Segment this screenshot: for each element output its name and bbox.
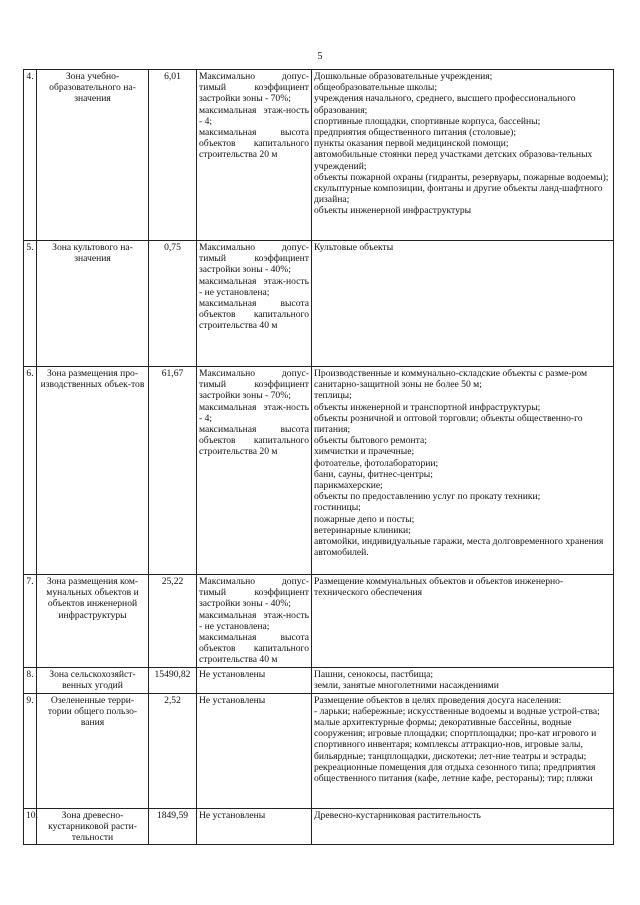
parameter-line: максимальная этаж-ность - 4; <box>199 401 309 424</box>
row-number-cell: 9. <box>24 693 37 808</box>
permitted-use-line: Размещение объектов в целях проведения досуга населения: <box>314 694 562 706</box>
parameter-line: Максимально допус-тимый коэффициент застройки зоны - 70%; <box>199 71 309 105</box>
permitted-use-line: общеобразовательные школы; <box>314 82 437 94</box>
zones-table <box>23 69 614 845</box>
zone-name-cell: Зона древесно-кустарниковой расти-тельности <box>37 808 149 845</box>
permitted-use-line: теплицы; <box>314 390 352 402</box>
parameter-line: Не установлены <box>199 809 266 821</box>
parameter-line: максимальная высота объектов капитального строительства 40 м <box>199 632 309 666</box>
parameter-line: максимальная высота объектов капитального строительства 40 м <box>199 298 309 332</box>
zone-area-cell: 0,75 <box>149 241 197 367</box>
zone-parameters-cell <box>197 693 312 808</box>
zone-area-cell: 15490,82 <box>149 667 197 693</box>
zones-table-body <box>24 70 614 845</box>
zone-parameters-cell <box>197 367 312 575</box>
permitted-use-line: парикмахерские; <box>314 480 383 492</box>
permitted-use-line: объекты пожарной охраны (гидранты, резервуары, пожарные водоемы); <box>314 171 609 183</box>
table-row <box>24 575 614 668</box>
parameter-line: максимальная этаж-ность - не установлена; <box>199 275 309 298</box>
table-row <box>24 667 614 693</box>
permitted-use-line: автомобильные стоянки перед участками детских образова-тельных учреждений; <box>314 149 593 172</box>
permitted-use-line: пожарные депо и посты; <box>314 513 415 525</box>
parameter-line: максимальная высота объектов капитального строительства 20 м <box>199 127 309 161</box>
permitted-uses-cell <box>312 808 614 845</box>
permitted-uses-cell <box>312 667 614 693</box>
zone-parameters-cell <box>197 808 312 845</box>
permitted-use-line: Размещение коммунальных объектов и объектов инженерно-технического обеспечения <box>314 576 564 599</box>
permitted-use-line: Производственные и коммунально-складские объекты с разме-ром санитарно-защитной зоны не более 50 м; <box>314 368 588 391</box>
parameter-line: максимальная этаж-ность - не установлена; <box>199 609 309 632</box>
row-number-cell: 6. <box>24 367 37 575</box>
permitted-use-line: гостиницы; <box>314 502 361 514</box>
parameter-line: максимальная этаж-ность - 4; <box>199 104 309 127</box>
row-number-cell: 8. <box>24 667 37 693</box>
zone-parameters-cell <box>197 575 312 668</box>
permitted-use-line: Дошкольные образовательные учреждения; <box>314 71 493 82</box>
permitted-use-line: объекты по предоставлению услуг по прокату техники; <box>314 491 541 503</box>
permitted-uses-cell <box>312 70 614 241</box>
permitted-use-line: Пашни, сенокосы, пастбища; <box>314 668 434 680</box>
permitted-use-line: объекты инженерной инфраструктуры <box>314 205 472 217</box>
table-row <box>24 808 614 845</box>
permitted-use-line: химчистки и прачечные; <box>314 446 415 458</box>
parameter-line: Не установлены <box>199 668 266 680</box>
permitted-use-line: фотоателье, фотолаборатории; <box>314 457 439 469</box>
permitted-uses-cell <box>312 367 614 575</box>
permitted-use-line: спортивные площадки, спортивные корпуса, бассейны; <box>314 115 541 127</box>
zone-name-cell: Озелененные терри-тории общего пользо-вания <box>37 693 149 808</box>
table-row <box>24 693 614 808</box>
zone-area-cell: 25,22 <box>149 575 197 668</box>
zone-name-cell: Зона сельскохозяйст-венных угодий <box>37 667 149 693</box>
page-number: 5 <box>317 51 323 62</box>
permitted-use-line: объекты инженерной и транспортной инфраструктуры; <box>314 401 541 413</box>
row-number-cell: 7. <box>24 575 37 668</box>
permitted-uses-cell <box>312 241 614 367</box>
permitted-use-line: скульптурные композиции, фонтаны и другие объекты ланд-шафтного дизайна; <box>314 183 603 206</box>
permitted-use-line: пункты оказания первой медицинской помощи; <box>314 138 509 150</box>
permitted-use-line: предприятия общественного питания (столовые); <box>314 127 517 139</box>
zone-area-cell: 2,52 <box>149 693 197 808</box>
row-number-cell: 10. <box>24 808 37 845</box>
parameter-line: Максимально допус-тимый коэффициент застройки зоны - 70%; <box>199 368 309 402</box>
permitted-use-line: земли, занятые многолетними насаждениями <box>314 679 499 691</box>
table-row <box>24 241 614 367</box>
permitted-use-line: автомойки, индивидуальные гаражи, места долговременного хранения автомобилей. <box>314 536 604 559</box>
parameter-line: Максимально допус-тимый коэффициент застройки зоны - 40%; <box>199 242 309 276</box>
zone-name-cell: Зона размещения ком-мунальных объектов и объектов инженерной инфраструктуры <box>37 575 149 668</box>
zone-name-cell: Зона учебно-образовательного на-значения <box>37 70 149 241</box>
table-row <box>24 70 614 241</box>
permitted-use-line: объекты розничной и оптовой торговли; объекты общественно-го питания; <box>314 412 583 436</box>
table-row <box>24 367 614 575</box>
parameter-line: Максимально допус-тимый коэффициент застройки зоны - 40%; <box>199 576 309 610</box>
permitted-use-line: учреждения начального, среднего, высшего профессионального образования; <box>314 93 576 116</box>
permitted-use-line: - ларьки; набережные; искусственные водоемы и водные устрой-ства; малые архитектурные формы; декоративные бассейны, водные сооружения; игровые площадки; спортплощадки; про-кат игрового и спортивного инвентаря; комплексы аттракцио-нов, игровые залы, бильярдные; танцплощадки, дискотеки; лет-ние театры и эстрады; рекреационные помещения для отдыха сезонного типа; предприятия общественного питания (кафе, летние кафе, рестораны); тир; пляжи <box>314 705 600 785</box>
row-number-cell: 5. <box>24 241 37 367</box>
zone-parameters-cell <box>197 667 312 693</box>
permitted-use-line: Древесно-кустарниковая растительность <box>314 809 481 821</box>
permitted-use-line: Культовые объекты <box>314 242 394 253</box>
zone-parameters-cell <box>197 70 312 241</box>
permitted-use-line: ветеринарные клиники; <box>314 524 411 536</box>
row-number-cell: 4. <box>24 70 37 241</box>
zone-area-cell: 61,67 <box>149 367 197 575</box>
zone-name-cell: Зона культового на-значения <box>37 241 149 367</box>
parameter-line: Не установлены <box>199 694 266 706</box>
permitted-uses-cell <box>312 575 614 668</box>
zone-name-cell: Зона размещения про-изводственных объек-тов <box>37 367 149 575</box>
permitted-uses-cell <box>312 693 614 808</box>
permitted-use-line: объекты бытового ремонта; <box>314 435 427 447</box>
zone-parameters-cell <box>197 241 312 367</box>
permitted-use-line: бани, сауны, фитнес-центры; <box>314 468 433 480</box>
parameter-line: максимальная высота объектов капитального строительства 20 м <box>199 424 309 458</box>
zone-area-cell: 6,01 <box>149 70 197 241</box>
zone-area-cell: 1849,59 <box>149 808 197 845</box>
